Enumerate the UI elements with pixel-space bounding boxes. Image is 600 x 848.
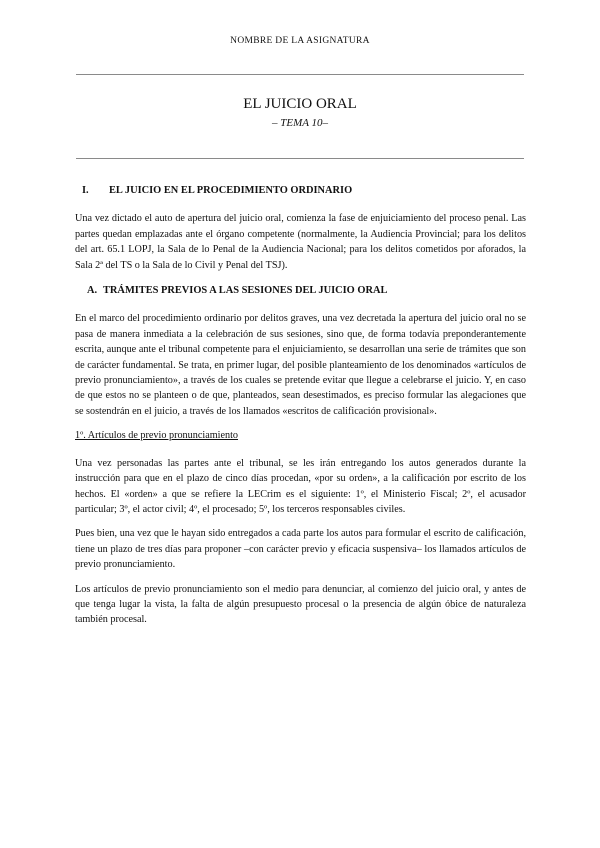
item-paragraph: Una vez personadas las partes ante el tribunal, se les irán entregando los autos generados durante la instrucción para que en el plazo de cinco días procedan, «por su orden», a la calificación por escrito de los hechos. El «orden» a que se refiere la LECrim es el siguiente: 1º, el Ministerio Fiscal; 2º, el acusador particular; 3º, el actor civil; 4º, el procesado; 5º, los terceros responsables civiles. <box>75 457 526 515</box>
subsection-paragraph: En el marco del procedimiento ordinario por delitos graves, una vez decretada la apertura del juicio oral no se pasa de manera inmediata a la celebración de sus sesiones, sino que, de forma todavía preponderantemente escrita, aunque ante el tribunal competente para el enjuiciamiento, se desarrollan una serie de trámites que son de carácter fundamental. Se trata, en primer lugar, del posible planteamiento de los denominados «artículos de previo pronunciamiento», a través de los cuales se pretende evitar que llegue a celebrarse el juicio. Y, en caso de que estos no se planteen o de que, planteados, sean desestimados, es preciso formular las alegaciones que se sostendrán en el juicio, a través de los llamados «escritos de calificación provisional». <box>75 313 526 417</box>
bottom-divider <box>76 158 524 159</box>
section-paragraph: Una vez dictado el auto de apertura del juicio oral, comienza la fase de enjuiciamiento del proceso penal. Las partes quedan emplazadas ante el órgano competente (normalmente, la Audiencia Provincial; para los delitos del art. 65.1 LOPJ, la Sala de lo Penal de la Audiencia Nacional; para los delitos cometidos por aforados, la Sala 2ª del TS o la Sala de lo Civil y Penal del TSJ). <box>75 213 526 271</box>
subsection-heading <box>87 283 526 298</box>
section-heading <box>82 183 526 198</box>
running-header: NOMBRE DE LA ASIGNATURA <box>230 36 370 46</box>
item-paragraph: Los artículos de previo pronunciamiento son el medio para denunciar, al comienzo del juicio oral, y antes de que tenga lugar la vista, la falta de algún presupuesto procesal o la presencia de algún óbice de naturaleza también procesal. <box>75 583 526 626</box>
top-divider <box>76 74 524 75</box>
subsection-title: TRÁMITES PREVIOS A LAS SESIONES DEL JUICIO ORAL <box>103 285 388 297</box>
section-title: EL JUICIO EN EL PROCEDIMIENTO ORDINARIO <box>109 185 353 196</box>
document-title: EL JUICIO ORAL <box>243 96 357 112</box>
item-heading: 1º. Artículos de previo pronunciamiento <box>75 430 239 442</box>
subsection-letter: A. <box>87 285 98 297</box>
document-subtitle: – TEMA 10– <box>271 117 329 129</box>
section-number: I. <box>82 185 89 196</box>
document-body <box>75 183 526 637</box>
item-paragraph: Pues bien, una vez que le hayan sido entregados a cada parte los autos para formular el escrito de calificación, tiene un plazo de tres días para proponer –con carácter previo y eficacia suspensiva– los llamados artículos de previo pronunciamiento. <box>75 528 526 571</box>
